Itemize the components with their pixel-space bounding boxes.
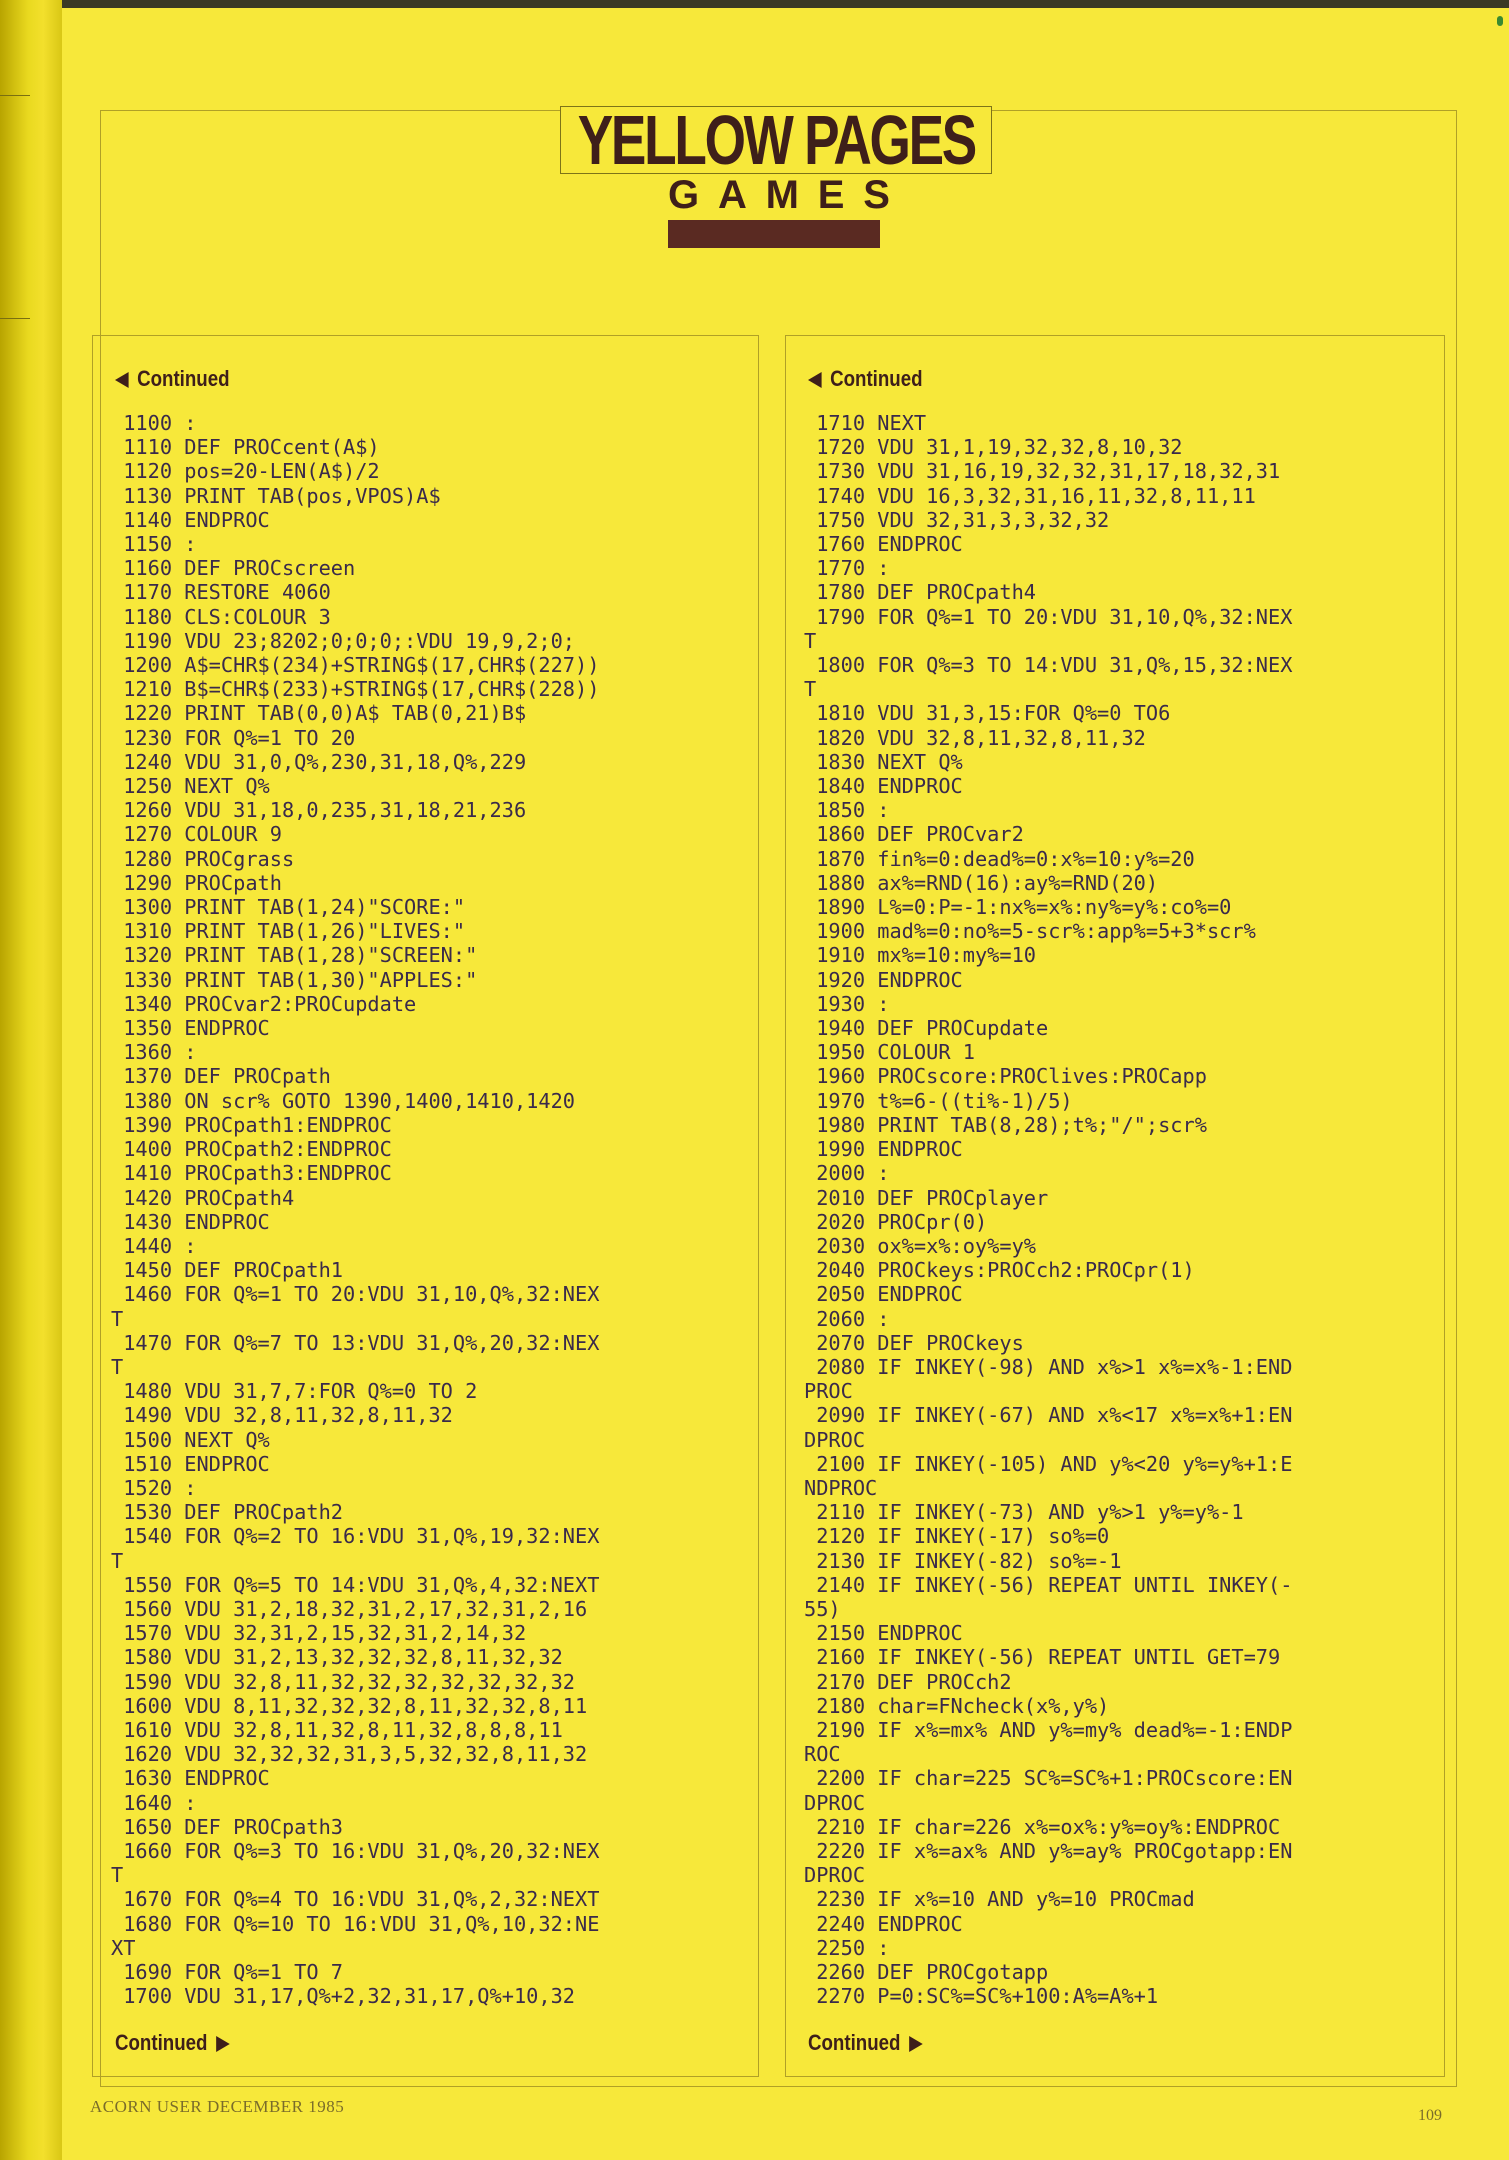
code-line: 1300 PRINT TAB(1,24)"SCORE:" xyxy=(123,895,466,920)
code-line: 1530 DEF PROCpath2 xyxy=(123,1500,343,1525)
arrow-right-icon xyxy=(216,2036,230,2052)
code-line: 1990 ENDPROC xyxy=(816,1137,963,1162)
arrow-left-icon xyxy=(115,372,129,388)
code-line: DPROC xyxy=(804,1790,866,1815)
code-line: 1190 VDU 23;8202;0;0;0;:VDU 19,9,2;0; xyxy=(123,628,575,653)
code-line: 1650 DEF PROCpath3 xyxy=(123,1814,343,1839)
code-line: 2240 ENDPROC xyxy=(816,1911,963,1936)
spine-rule xyxy=(0,318,30,319)
code-line: 1900 mad%=0:no%=5-scr%:app%=5+3*scr% xyxy=(816,919,1256,944)
code-line: 1540 FOR Q%=2 TO 16:VDU 31,Q%,19,32:NEX xyxy=(123,1524,600,1549)
code-line: 2200 IF char=225 SC%=SC%+1:PROCscore:EN xyxy=(816,1766,1293,1791)
code-line: 1290 PROCpath xyxy=(123,870,282,895)
code-line: 1600 VDU 8,11,32,32,32,8,11,32,32,8,11 xyxy=(123,1693,588,1718)
code-line: 1750 VDU 32,31,3,3,32,32 xyxy=(816,507,1110,532)
code-line: 1740 VDU 16,3,32,31,16,11,32,8,11,11 xyxy=(816,483,1256,508)
code-line: ROC xyxy=(804,1742,841,1767)
code-line: 1130 PRINT TAB(pos,VPOS)A$ xyxy=(123,483,441,508)
code-line: 1170 RESTORE 4060 xyxy=(123,580,331,605)
code-line: 1980 PRINT TAB(8,28);t%;"/";scr% xyxy=(816,1112,1207,1137)
code-line: 1450 DEF PROCpath1 xyxy=(123,1258,343,1283)
code-line: 2190 IF x%=mx% AND y%=my% dead%=-1:ENDP xyxy=(816,1717,1293,1742)
code-line: 1110 DEF PROCcent(A$) xyxy=(123,435,380,460)
subtitle-letter: G xyxy=(668,172,700,217)
code-line: 1470 FOR Q%=7 TO 13:VDU 31,Q%,20,32:NEX xyxy=(123,1330,600,1355)
code-line: 55) xyxy=(804,1596,841,1621)
code-line: 1770 : xyxy=(816,556,890,581)
code-line: 1120 pos=20-LEN(A$)/2 xyxy=(123,459,380,484)
subtitle-letter: M xyxy=(765,172,799,217)
code-line: 1860 DEF PROCvar2 xyxy=(816,822,1024,847)
magazine-footer: ACORN USER DECEMBER 1985 xyxy=(90,2097,345,2116)
code-line: 1410 PROCpath3:ENDPROC xyxy=(123,1161,392,1186)
code-line: 2090 IF INKEY(-67) AND x%<17 x%=x%+1:EN xyxy=(816,1403,1293,1428)
section-header-box xyxy=(560,101,992,179)
continued-to-marker xyxy=(808,2030,923,2056)
code-line: 1620 VDU 32,32,32,31,3,5,32,32,8,11,32 xyxy=(123,1742,588,1767)
code-line: 1400 PROCpath2:ENDPROC xyxy=(123,1137,392,1162)
code-line: 2110 IF INKEY(-73) AND y%>1 y%=y%-1 xyxy=(816,1500,1244,1525)
code-line: 2150 ENDPROC xyxy=(816,1621,963,1646)
code-line: 1360 : xyxy=(123,1040,197,1065)
code-line: DPROC xyxy=(804,1863,866,1888)
code-line: 1500 NEXT Q% xyxy=(123,1427,270,1452)
section-subtitle xyxy=(668,172,890,218)
code-line: 1630 ENDPROC xyxy=(123,1766,270,1791)
code-line: 1260 VDU 31,18,0,235,31,18,21,236 xyxy=(123,798,527,823)
code-line: 1350 ENDPROC xyxy=(123,1016,270,1041)
right-code-column xyxy=(785,335,1445,2077)
code-line: 1720 VDU 31,1,19,32,32,8,10,32 xyxy=(816,435,1183,460)
code-line: 1820 VDU 32,8,11,32,8,11,32 xyxy=(816,725,1146,750)
code-line: 1100 : xyxy=(123,411,197,435)
continued-to-marker xyxy=(115,2030,230,2056)
code-line: 1690 FOR Q%=1 TO 7 xyxy=(123,1960,343,1984)
code-line: 1610 VDU 32,8,11,32,8,11,32,8,8,8,11 xyxy=(123,1717,563,1742)
code-line: 1550 FOR Q%=5 TO 14:VDU 31,Q%,4,32:NEXT xyxy=(123,1572,600,1597)
code-line: 1280 PROCgrass xyxy=(123,846,295,871)
subtitle-letter: E xyxy=(817,172,845,217)
continued-label: Continued xyxy=(115,2030,208,2055)
code-line: 2100 IF INKEY(-105) AND y%<20 y%=y%+1:E xyxy=(816,1451,1293,1476)
code-line: 1490 VDU 32,8,11,32,8,11,32 xyxy=(123,1403,453,1428)
code-line: 1870 fin%=0:dead%=0:x%=10:y%=20 xyxy=(816,846,1195,871)
code-line: 1250 NEXT Q% xyxy=(123,774,270,799)
arrow-left-icon xyxy=(808,372,822,388)
code-line: 2120 IF INKEY(-17) so%=0 xyxy=(816,1524,1110,1549)
code-line: NDPROC xyxy=(804,1475,878,1500)
code-line: 1680 FOR Q%=10 TO 16:VDU 31,Q%,10,32:NE xyxy=(123,1911,600,1936)
code-line: 1270 COLOUR 9 xyxy=(123,822,282,847)
book-spine xyxy=(0,0,62,2160)
code-line: 1340 PROCvar2:PROCupdate xyxy=(123,991,417,1016)
code-line: 2250 : xyxy=(816,1935,890,1960)
code-line: 1240 VDU 31,0,Q%,230,31,18,Q%,229 xyxy=(123,749,527,774)
code-line: 1940 DEF PROCupdate xyxy=(816,1016,1049,1041)
spine-rule xyxy=(0,95,30,96)
code-line: 2020 PROCpr(0) xyxy=(816,1209,988,1234)
code-line: 1180 CLS:COLOUR 3 xyxy=(123,604,331,629)
code-line: 1310 PRINT TAB(1,26)"LIVES:" xyxy=(123,919,466,944)
continued-label: Continued xyxy=(830,366,923,391)
code-line: 1200 A$=CHR$(234)+STRING$(17,CHR$(227)) xyxy=(123,653,600,678)
code-line: 1380 ON scr% GOTO 1390,1400,1410,1420 xyxy=(123,1088,575,1113)
code-line: 1440 : xyxy=(123,1233,197,1258)
code-line: 2210 IF char=226 x%=ox%:y%=oy%:ENDPROC xyxy=(816,1814,1281,1839)
code-line: 2040 PROCkeys:PROCch2:PROCpr(1) xyxy=(816,1258,1195,1283)
code-line: T xyxy=(111,1306,124,1331)
code-listing xyxy=(804,411,1292,2008)
code-line: 1700 VDU 31,17,Q%+2,32,31,17,Q%+10,32 xyxy=(111,1984,575,2009)
section-title: YELLOW PAGES xyxy=(577,101,975,179)
subtitle-letter: A xyxy=(717,172,747,217)
code-line: 1950 COLOUR 1 xyxy=(816,1040,975,1065)
code-line: 2030 ox%=x%:oy%=y% xyxy=(816,1233,1036,1258)
code-line: 1480 VDU 31,7,7:FOR Q%=0 TO 2 xyxy=(123,1379,478,1404)
code-line: 1920 ENDPROC xyxy=(816,967,963,992)
corner-mark xyxy=(1497,16,1503,26)
code-line: PROC xyxy=(804,1379,853,1404)
code-line: 2080 IF INKEY(-98) AND x%>1 x%=x%-1:END xyxy=(816,1354,1293,1379)
code-line: 1800 FOR Q%=3 TO 14:VDU 31,Q%,15,32:NEX xyxy=(816,653,1293,678)
code-line: XT xyxy=(111,1935,136,1960)
code-line: 2220 IF x%=ax% AND y%=ay% PROCgotapp:EN xyxy=(816,1838,1293,1863)
header-bar xyxy=(668,220,880,248)
code-line: 2260 DEF PROCgotapp xyxy=(816,1960,1049,1984)
code-line: 1420 PROCpath4 xyxy=(123,1185,295,1210)
code-line: 1830 NEXT Q% xyxy=(816,749,963,774)
code-line: 1430 ENDPROC xyxy=(123,1209,270,1234)
code-line: 1390 PROCpath1:ENDPROC xyxy=(123,1112,392,1137)
code-line: 1930 : xyxy=(816,991,890,1016)
code-line: 1730 VDU 31,16,19,32,32,31,17,18,32,31 xyxy=(816,459,1281,484)
code-line: 1710 NEXT xyxy=(816,411,927,435)
arrow-right-icon xyxy=(909,2036,923,2052)
code-line: 1640 : xyxy=(123,1790,197,1815)
code-line: 1970 t%=6-((ti%-1)/5) xyxy=(816,1088,1073,1113)
code-line: DPROC xyxy=(804,1427,866,1452)
code-line: 1230 FOR Q%=1 TO 20 xyxy=(123,725,356,750)
code-line: 1570 VDU 32,31,2,15,32,31,2,14,32 xyxy=(123,1621,527,1646)
code-line: 2070 DEF PROCkeys xyxy=(816,1330,1024,1355)
code-line: 1160 DEF PROCscreen xyxy=(123,556,356,581)
code-line: 1790 FOR Q%=1 TO 20:VDU 31,10,Q%,32:NEX xyxy=(816,604,1293,629)
code-line: 1150 : xyxy=(123,532,197,557)
left-code-column xyxy=(92,335,759,2077)
code-line: T xyxy=(111,1354,124,1379)
code-line: 2130 IF INKEY(-82) so%=-1 xyxy=(816,1548,1122,1573)
continued-from-marker xyxy=(808,366,923,392)
code-line: 1210 B$=CHR$(233)+STRING$(17,CHR$(228)) xyxy=(123,677,600,702)
code-line: T xyxy=(804,677,817,702)
code-line: 2180 char=FNcheck(x%,y%) xyxy=(816,1693,1110,1718)
code-line: 1810 VDU 31,3,15:FOR Q%=0 TO6 xyxy=(816,701,1171,726)
code-line: 2230 IF x%=10 AND y%=10 PROCmad xyxy=(816,1887,1195,1912)
code-line: 2160 IF INKEY(-56) REPEAT UNTIL GET=79 xyxy=(816,1645,1281,1670)
code-line: 1960 PROCscore:PROClives:PROCapp xyxy=(816,1064,1207,1089)
continued-label: Continued xyxy=(137,366,230,391)
code-line: 2270 P=0:SC%=SC%+100:A%=A%+1 xyxy=(804,1984,1159,2009)
code-line: 2010 DEF PROCplayer xyxy=(816,1185,1049,1210)
code-line: 1670 FOR Q%=4 TO 16:VDU 31,Q%,2,32:NEXT xyxy=(123,1887,600,1912)
code-listing xyxy=(111,411,599,2008)
code-line: 1370 DEF PROCpath xyxy=(123,1064,331,1089)
code-line: 1140 ENDPROC xyxy=(123,507,270,532)
continued-label: Continued xyxy=(808,2030,901,2055)
code-line: 1780 DEF PROCpath4 xyxy=(816,580,1036,605)
code-line: 1460 FOR Q%=1 TO 20:VDU 31,10,Q%,32:NEX xyxy=(123,1282,600,1307)
page-top-edge xyxy=(62,0,1509,8)
code-line: 1520 : xyxy=(123,1475,197,1500)
code-line: 1760 ENDPROC xyxy=(816,532,963,557)
code-line: 2140 IF INKEY(-56) REPEAT UNTIL INKEY(- xyxy=(816,1572,1293,1597)
code-line: 2170 DEF PROCch2 xyxy=(816,1669,1012,1694)
code-line: 1590 VDU 32,8,11,32,32,32,32,32,32,32 xyxy=(123,1669,575,1694)
code-line: T xyxy=(111,1548,124,1573)
code-line: T xyxy=(111,1863,124,1888)
code-line: 1890 L%=0:P=-1:nx%=x%:ny%=y%:co%=0 xyxy=(816,895,1232,920)
code-line: 1330 PRINT TAB(1,30)"APPLES:" xyxy=(123,967,478,992)
code-line: 1510 ENDPROC xyxy=(123,1451,270,1476)
code-line: 1840 ENDPROC xyxy=(816,774,963,799)
code-line: 1880 ax%=RND(16):ay%=RND(20) xyxy=(816,870,1159,895)
code-line: T xyxy=(804,628,817,653)
code-line: 1320 PRINT TAB(1,28)"SCREEN:" xyxy=(123,943,478,968)
code-line: 1850 : xyxy=(816,798,890,823)
code-line: 2000 : xyxy=(816,1161,890,1186)
code-line: 1910 mx%=10:my%=10 xyxy=(816,943,1036,968)
page-number: 109 xyxy=(1418,2107,1442,2124)
code-line: 1660 FOR Q%=3 TO 16:VDU 31,Q%,20,32:NEX xyxy=(123,1838,600,1863)
code-line: 1560 VDU 31,2,18,32,31,2,17,32,31,2,16 xyxy=(123,1596,588,1621)
subtitle-letter: S xyxy=(863,172,890,217)
code-line: 2060 : xyxy=(816,1306,890,1331)
continued-from-marker xyxy=(115,366,230,392)
code-line: 1220 PRINT TAB(0,0)A$ TAB(0,21)B$ xyxy=(123,701,527,726)
code-line: 1580 VDU 31,2,13,32,32,32,8,11,32,32 xyxy=(123,1645,563,1670)
code-line: 2050 ENDPROC xyxy=(816,1282,963,1307)
